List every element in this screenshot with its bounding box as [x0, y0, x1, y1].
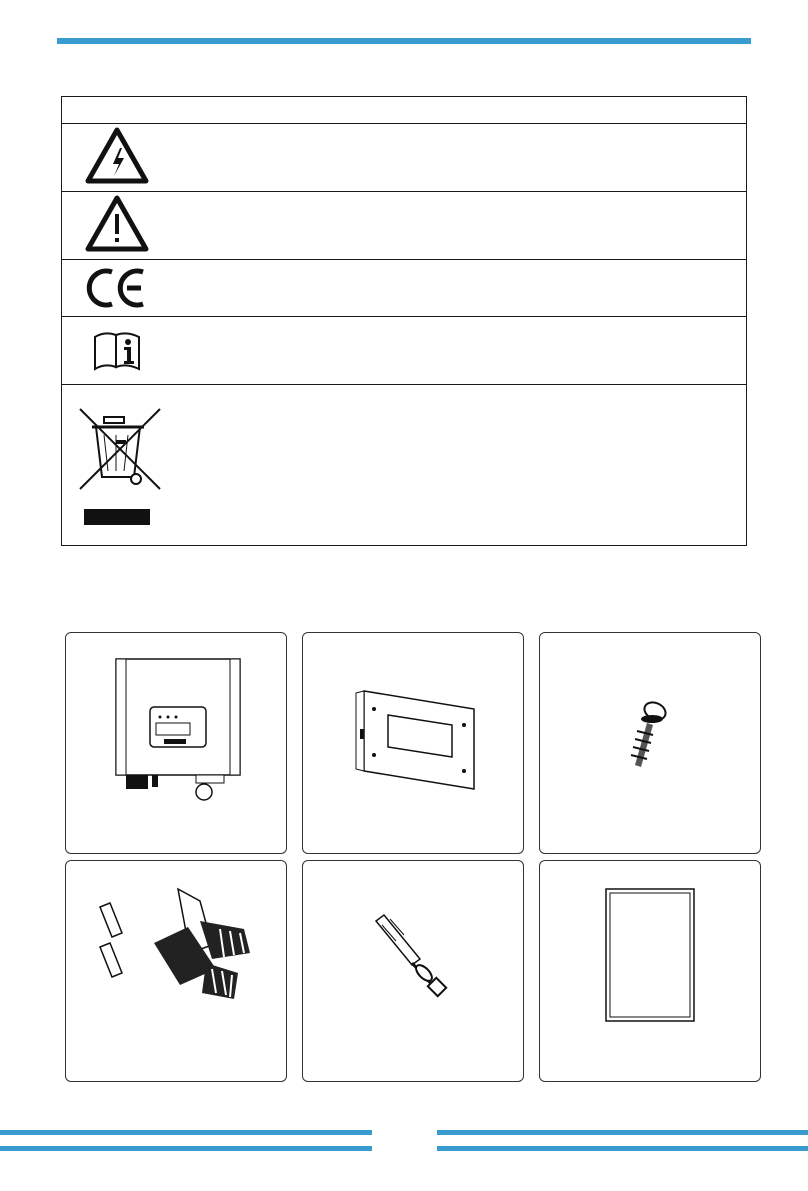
table-row	[62, 316, 746, 384]
screw-icon	[625, 697, 675, 777]
package-item-mounting-bracket	[302, 632, 524, 854]
table-header-row	[62, 97, 746, 124]
footer-rule	[0, 1146, 372, 1151]
footer-rule	[437, 1130, 808, 1135]
ce-mark-icon	[85, 265, 151, 311]
table-row	[62, 259, 746, 316]
electric-shock-warning-icon	[84, 126, 150, 186]
package-item-expansion-bolt	[302, 860, 524, 1082]
general-warning-icon	[84, 194, 150, 254]
package-item-screw	[539, 632, 761, 854]
expansion-bolt-icon	[368, 911, 458, 1001]
footer-rule	[0, 1130, 372, 1135]
table-row	[62, 191, 746, 259]
symbols-table	[61, 96, 747, 546]
footer-rule	[437, 1146, 808, 1151]
table-row	[62, 384, 746, 545]
inverter-icon	[102, 655, 252, 805]
package-item-inverter	[65, 632, 287, 854]
wall-bracket-icon	[346, 685, 486, 795]
package-item-pv-connectors	[65, 860, 287, 1082]
header-rule	[57, 38, 751, 44]
table-row	[62, 123, 746, 191]
pv-connector-icon	[88, 881, 258, 1021]
read-manual-icon	[91, 327, 147, 373]
manual-document-icon	[604, 887, 696, 1023]
package-item-manual	[539, 860, 761, 1082]
weee-crossed-bin-icon	[68, 401, 164, 529]
